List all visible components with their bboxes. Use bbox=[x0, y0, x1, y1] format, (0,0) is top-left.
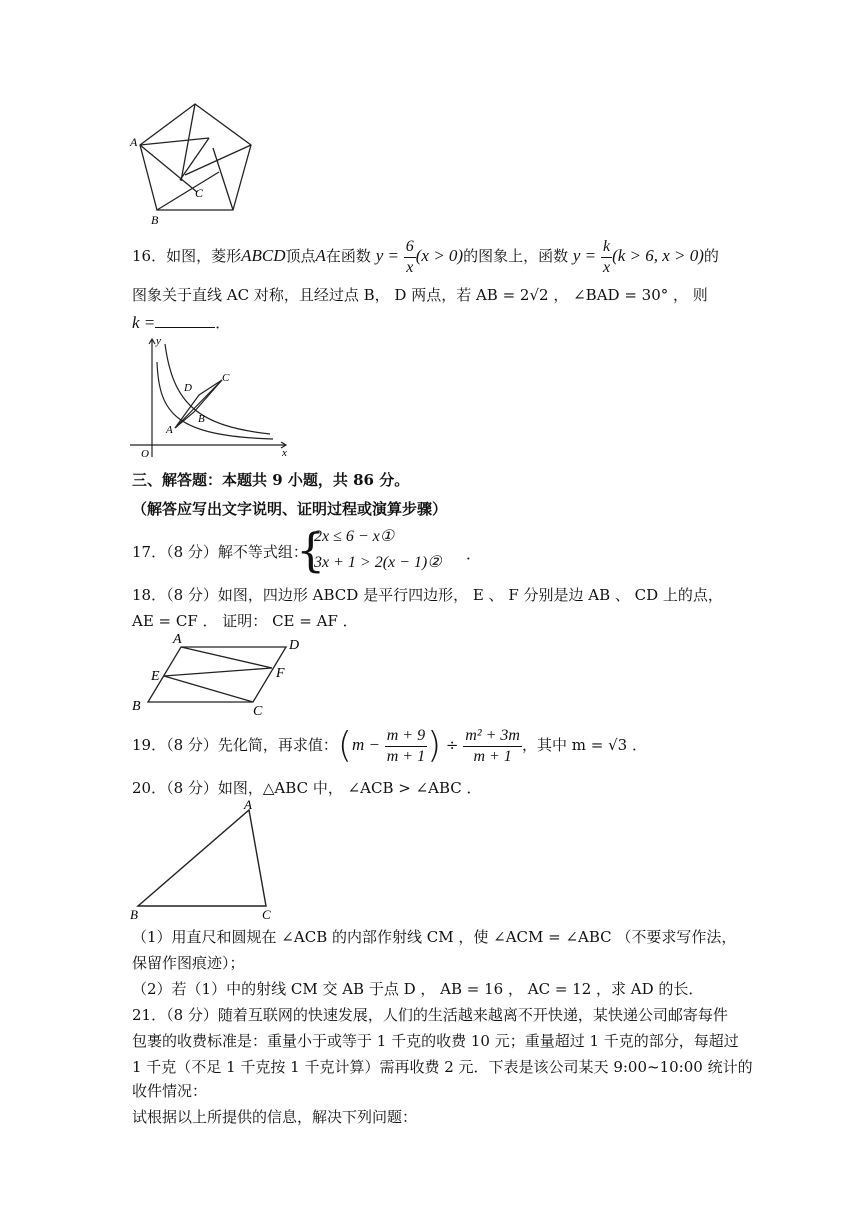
triangle-figure bbox=[126, 796, 286, 922]
graph-label-x: x bbox=[282, 447, 287, 459]
graph-label-b: B bbox=[198, 413, 205, 425]
pentagon-label-c: C bbox=[195, 186, 204, 200]
q16-text-c: 在函数 bbox=[325, 247, 371, 265]
q17-ineq2: 3x + 1 > 2(x − 1)② bbox=[314, 554, 442, 571]
q18-line1: 18．（8 分）如图，四边形 ABCD 是平行四边形， E 、 F 分别是边 AB 、 CD 上的点， bbox=[132, 586, 723, 604]
section3-note: （解答应写出文字说明、证明过程或演算步骤） bbox=[132, 500, 448, 518]
q18-line2: AE = CF ． 证明： CE = AF ． bbox=[132, 612, 358, 630]
q16-answer-blank[interactable] bbox=[155, 313, 215, 328]
graph-label-d: D bbox=[184, 382, 192, 394]
section3-title: 三、解答题：本题共 9 小题，共 86 分。 bbox=[132, 471, 410, 489]
q16-text-b: 顶点 bbox=[285, 247, 316, 265]
q16-line1 bbox=[132, 236, 719, 276]
q16-fraction-6-over-x: $\frac{6}{x}$ bbox=[405, 237, 414, 276]
q20-line1: 20．（8 分）如图，△ABC 中， ∠ACB > ∠ABC ． bbox=[132, 779, 482, 797]
para-label-c: C bbox=[253, 704, 263, 719]
q16-line3 bbox=[132, 312, 230, 333]
q16-f1-cond: (x > 0) bbox=[415, 246, 464, 265]
q16-line2: 图象关于直线 AC 对称，且经过点 B， D 两点，若 AB = 2√2 ， ∠BAD = 30° ， 则 bbox=[132, 286, 708, 304]
q20-sub1-b: 保留作图痕迹）； bbox=[132, 954, 245, 972]
q17-system-brace: { bbox=[296, 523, 326, 577]
graph-label-a: A bbox=[166, 424, 173, 436]
para-label-f: F bbox=[276, 666, 285, 681]
q17-ineq1: 2x ≤ 6 − x① bbox=[314, 528, 395, 545]
q17-end: ． bbox=[466, 545, 482, 563]
tri-label-c: C bbox=[262, 907, 271, 922]
q21-line5: 试根据以上所提供的信息，解决下列问题： bbox=[132, 1108, 418, 1126]
q16-a: A bbox=[315, 246, 326, 265]
para-label-b: B bbox=[132, 699, 141, 714]
q19-prefix: 19．（8 分）先化简，再求值： bbox=[132, 736, 338, 754]
tri-label-b: B bbox=[130, 907, 138, 922]
pentagon-label-b: B bbox=[151, 213, 159, 227]
q20-sub1-a: （1）用直尺和圆规在 ∠ACB 的内部作射线 CM ，使 ∠ACM = ∠ABC （不要求写作法， bbox=[132, 928, 737, 946]
q19-fraction-1: $\frac{m + 9}{m + 1}$ bbox=[386, 726, 426, 765]
q20-sub2: （2）若（1）中的射线 CM 交 AB 于点 D ， AB = 16 ， AC = 12 ，求 AD 的长． bbox=[132, 980, 704, 998]
q16-text-a: 16．如图，菱形 bbox=[132, 247, 242, 265]
q19-line bbox=[132, 722, 647, 768]
q19-div: ÷ bbox=[445, 736, 459, 754]
q19-suffix: ，其中 m = √3 ． bbox=[521, 736, 647, 754]
q21-line1: 21．（8 分）随着互联网的快速发展，人们的生活越来越离不开快递，某快递公司邮寄每件 bbox=[132, 1006, 728, 1024]
q21-line4: 收件情况： bbox=[132, 1082, 208, 1100]
q19-rparen: ) bbox=[427, 725, 442, 766]
q19-fraction-2: $\frac{\text{m² + 3m}}{m + 1}$ bbox=[465, 726, 520, 765]
pentagon-figure bbox=[125, 100, 265, 230]
q16-f1-left: y = bbox=[375, 246, 399, 265]
graph-label-o: O bbox=[141, 448, 149, 460]
q17-prefix: 17．（8 分）解不等式组： bbox=[132, 543, 308, 561]
graph-label-y: y bbox=[156, 335, 161, 347]
q19-m: m − bbox=[351, 735, 380, 754]
para-label-e: E bbox=[151, 669, 160, 684]
tri-label-a: A bbox=[244, 797, 252, 812]
pentagon-label-a: A bbox=[130, 135, 138, 149]
q16-text-e: 的 bbox=[703, 247, 719, 265]
para-label-a: A bbox=[173, 632, 182, 647]
q16-fraction-k-over-x: $\frac{k}{x}$ bbox=[602, 237, 611, 276]
q16-end: ． bbox=[215, 314, 231, 332]
parallelogram-figure bbox=[126, 630, 311, 720]
q19-lparen: ( bbox=[337, 725, 352, 766]
para-label-d: D bbox=[289, 638, 300, 653]
q16-text-d: 的图象上，函数 bbox=[463, 247, 569, 265]
q21-line2: 包裹的收费标准是：重量小于或等于 1 千克的收费 10 元；重量超过 1 千克的部分，每超过 bbox=[132, 1032, 739, 1050]
q16-abcd: ABCD bbox=[241, 246, 286, 265]
q16-f2-left: y = bbox=[572, 246, 597, 265]
q21-line3: 1 千克（不足 1 千克按 1 千克计算）需再收费 2 元．下表是该公司某天 9:00~10:00 统计的 bbox=[132, 1058, 753, 1076]
q16-f2-cond: (k > 6, x > 0) bbox=[612, 246, 704, 265]
hyperbola-graph bbox=[128, 334, 293, 460]
graph-label-c: C bbox=[222, 372, 230, 384]
q16-k: k = bbox=[132, 313, 156, 332]
